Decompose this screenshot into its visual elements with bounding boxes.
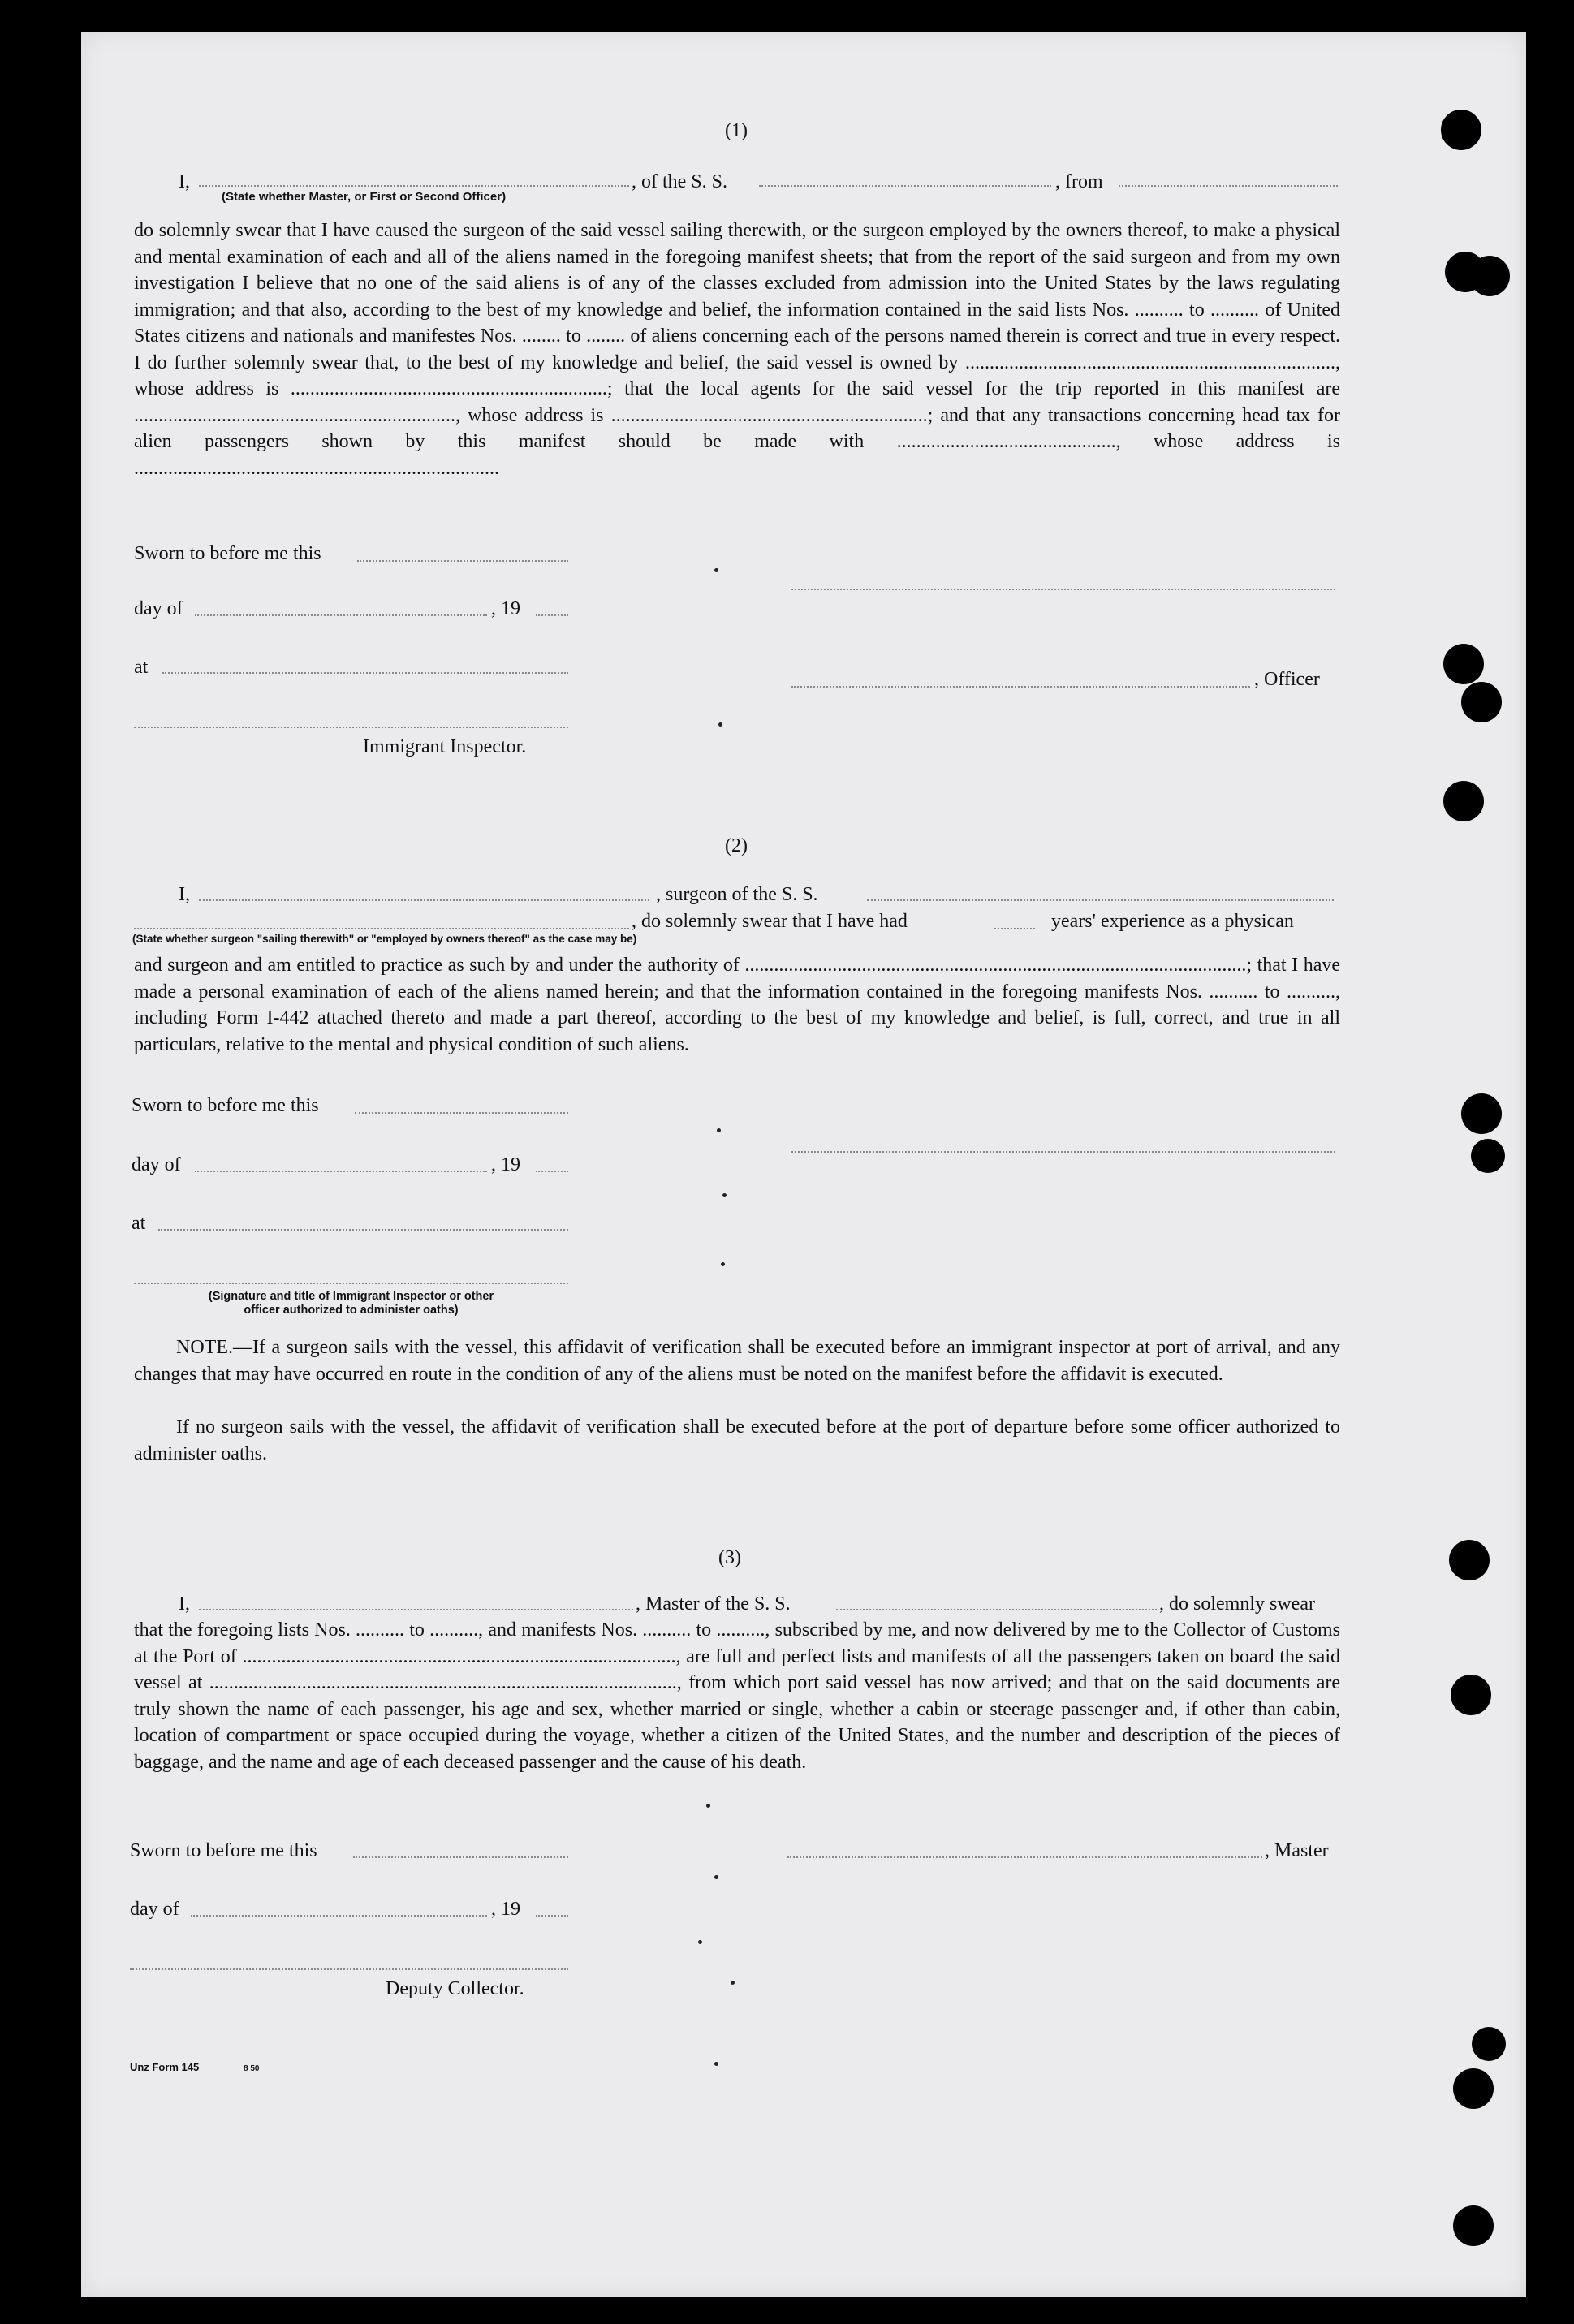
s2-sworn-label: Sworn to before me this: [132, 1095, 319, 1116]
punch-hole: [1461, 682, 1502, 722]
s1-year-label: , 19: [491, 598, 520, 619]
s1-at-label: at: [134, 657, 149, 678]
s3-master-of: , Master of the S. S.: [636, 1593, 791, 1615]
s2-signature-line[interactable]: [791, 1151, 1335, 1153]
scan-speck: [706, 1804, 710, 1808]
s1-day-label: day of: [134, 598, 183, 619]
punch-hole: [1453, 2068, 1494, 2109]
s1-name-field[interactable]: [199, 185, 629, 187]
punch-hole: [1443, 644, 1484, 684]
s2-experience: years' experience as a physican: [1051, 911, 1294, 932]
s1-officer-label: , Officer: [1254, 669, 1320, 690]
s1-sworn-field[interactable]: [357, 560, 568, 562]
s2-surgeon-of: , surgeon of the S. S.: [656, 884, 818, 905]
s1-officer-line[interactable]: [791, 686, 1250, 688]
s2-at-label: at: [132, 1213, 146, 1234]
s2-note-paragraph-2: If no surgeon sails with the vessel, the affidavit of verification shall be executed before at the port of departure before some officer authorized to administer oaths.: [134, 1416, 1340, 1464]
form-number: Unz Form 145: [130, 2061, 200, 2073]
s1-of-ss: , of the S. S.: [632, 171, 728, 192]
s2-name-field[interactable]: [199, 899, 649, 901]
s1-i-label: I,: [179, 171, 190, 192]
s2-vessel-field[interactable]: [867, 899, 1334, 901]
s1-at-field[interactable]: [162, 672, 568, 674]
s2-surgeon-note: (State whether surgeon "sailing therewith" or "employed by owners thereof" as the case may be): [132, 933, 637, 945]
s3-i-label: I,: [179, 1593, 190, 1615]
s3-vessel-field[interactable]: [836, 1609, 1157, 1610]
s2-surgeon-type-field[interactable]: [134, 928, 629, 929]
section-2-number: (2): [725, 835, 748, 856]
punch-hole: [1471, 1139, 1505, 1173]
s3-master-line[interactable]: [787, 1856, 1262, 1858]
punch-hole: [1443, 781, 1484, 821]
s2-day-label: day of: [132, 1154, 181, 1175]
s1-from-field[interactable]: [1119, 185, 1338, 187]
s2-note-paragraph: NOTE.—If a surgeon sails with the vessel, this affidavit of verification shall be executed before an immigrant inspector at port of arrival, and any changes that may have occurred en route in the condition of any of the aliens must be noted on the manifest before the affidavit is executed.: [134, 1337, 1340, 1385]
s3-master-label: , Master: [1265, 1840, 1329, 1861]
scan-speck: [714, 2062, 718, 2066]
s1-year-field[interactable]: [536, 614, 568, 616]
s1-sworn-label: Sworn to before me this: [134, 543, 321, 564]
s2-year-label: , 19: [491, 1154, 520, 1175]
s2-i-label: I,: [179, 884, 190, 905]
section-1-number: (1): [725, 120, 748, 141]
s2-years-field[interactable]: [994, 928, 1035, 929]
s3-year-field[interactable]: [536, 1915, 568, 1917]
s3-year-label: , 19: [491, 1899, 520, 1920]
s3-deputy-label: Deputy Collector.: [386, 1978, 524, 1999]
s3-deputy-line[interactable]: [130, 1968, 568, 1970]
scan-speck: [714, 568, 718, 572]
scan-speck: [698, 1940, 702, 1944]
scan-speck: [721, 1262, 725, 1266]
s3-sworn-label: Sworn to before me this: [130, 1840, 317, 1861]
s3-swear: , do solemnly swear: [1159, 1593, 1315, 1615]
s1-inspector-label: Immigrant Inspector.: [363, 736, 527, 757]
punch-hole: [1441, 110, 1481, 150]
s3-sworn-field[interactable]: [353, 1856, 568, 1858]
s1-oath-paragraph: do solemnly swear that I have caused the surgeon of the said vessel sailing therewith, or the surgeon employed by the owners thereof, to make a physical and mental examination of each and all of the aliens named in the foregoing manifest sheets; that from the report of the said surgeon and from my own investigation I believe that no one of the said aliens is of any of the classes excluded from admission into the United States by the laws regulating immigration; and that also, according to the best of my knowledge and belief, the information contained in the said lists Nos. .......... to .......... of United States citizens and nationals and manifestes Nos. ........ to ........ of aliens concerning each of the persons named therein is correct and true in every respect. I do further solemnly swear that, to the best of my knowledge and belief, the said vessel is owned by ............................................................................, whose address is .................................................................; that the local agents for the said vessel for the trip reported in this manifest are .................................................................., whose address is .................................................................; and that any transactions concerning head tax for alien passengers shown by this manifest should be made with ............................................., whose address is ...........................................................................: [134, 220, 1340, 479]
punch-hole: [1461, 1093, 1502, 1134]
section-3-number: (3): [718, 1547, 741, 1568]
scan-speck: [722, 1193, 727, 1197]
s2-at-field[interactable]: [158, 1229, 568, 1231]
s2-year-field[interactable]: [536, 1171, 568, 1172]
punch-hole: [1449, 1540, 1490, 1580]
s2-sworn-field[interactable]: [355, 1112, 568, 1114]
scan-speck: [714, 1875, 718, 1879]
punch-hole: [1451, 1675, 1491, 1715]
s3-name-field[interactable]: [199, 1609, 633, 1610]
s2-signature-note-1: (Signature and title of Immigrant Inspector or other: [208, 1290, 494, 1303]
scan-speck: [717, 1128, 721, 1132]
s1-from: , from: [1055, 171, 1103, 192]
punch-hole: [1472, 2027, 1506, 2061]
punch-hole: [1453, 2205, 1494, 2246]
s2-signature-note-2: officer authorized to administer oaths): [244, 1304, 459, 1317]
form-code: 8 50: [244, 2064, 260, 2073]
punch-hole: [1469, 256, 1510, 296]
s1-officer-note: (State whether Master, or First or Second Officer): [222, 190, 507, 204]
s1-vessel-field[interactable]: [759, 185, 1051, 187]
scan-speck: [718, 722, 722, 727]
s2-day-field[interactable]: [195, 1171, 487, 1172]
scan-speck: [731, 1981, 735, 1985]
s3-day-label: day of: [130, 1899, 179, 1920]
s2-swear: , do solemnly swear that I have had: [632, 911, 908, 932]
s2-oath-paragraph: and surgeon and am entitled to practice as such by and under the authority of .......................................................................................................; that I have made a personal examination of each of the aliens named herein; and that the information contained in the foregoing manifests Nos. .......... to .........., including Form I-442 attached thereto and made a part thereof, according to the best of my knowledge and belief, is full, correct, and true in all particulars, relative to the mental and physical condition of such aliens.: [134, 955, 1340, 1055]
s1-signature-line[interactable]: [791, 589, 1335, 590]
s2-inspector-line[interactable]: [134, 1283, 568, 1284]
s1-day-field[interactable]: [195, 614, 487, 616]
s3-oath-paragraph: that the foregoing lists Nos. .......... to .........., and manifests Nos. .......... to .........., subscribed by me, and now delivered by me to the Collector of Customs at the Port of ........................................................................................., are full and perfect lists and manifests of all the passengers taken on board the said vessel at ................................................................................................, from which port said vessel has now arrived; and that on the said documents are truly shown the name of each passenger, his age and sex, whether married or single, whether a cabin or steerage passenger and, if other than cabin, location of compartment or space occupied during the voyage, whether a citizen of the United States, and the number and description of the pieces of baggage, and the name and age of each deceased passenger and the cause of his death.: [134, 1619, 1340, 1773]
s3-day-field[interactable]: [191, 1915, 487, 1917]
s1-inspector-line[interactable]: [134, 727, 568, 728]
